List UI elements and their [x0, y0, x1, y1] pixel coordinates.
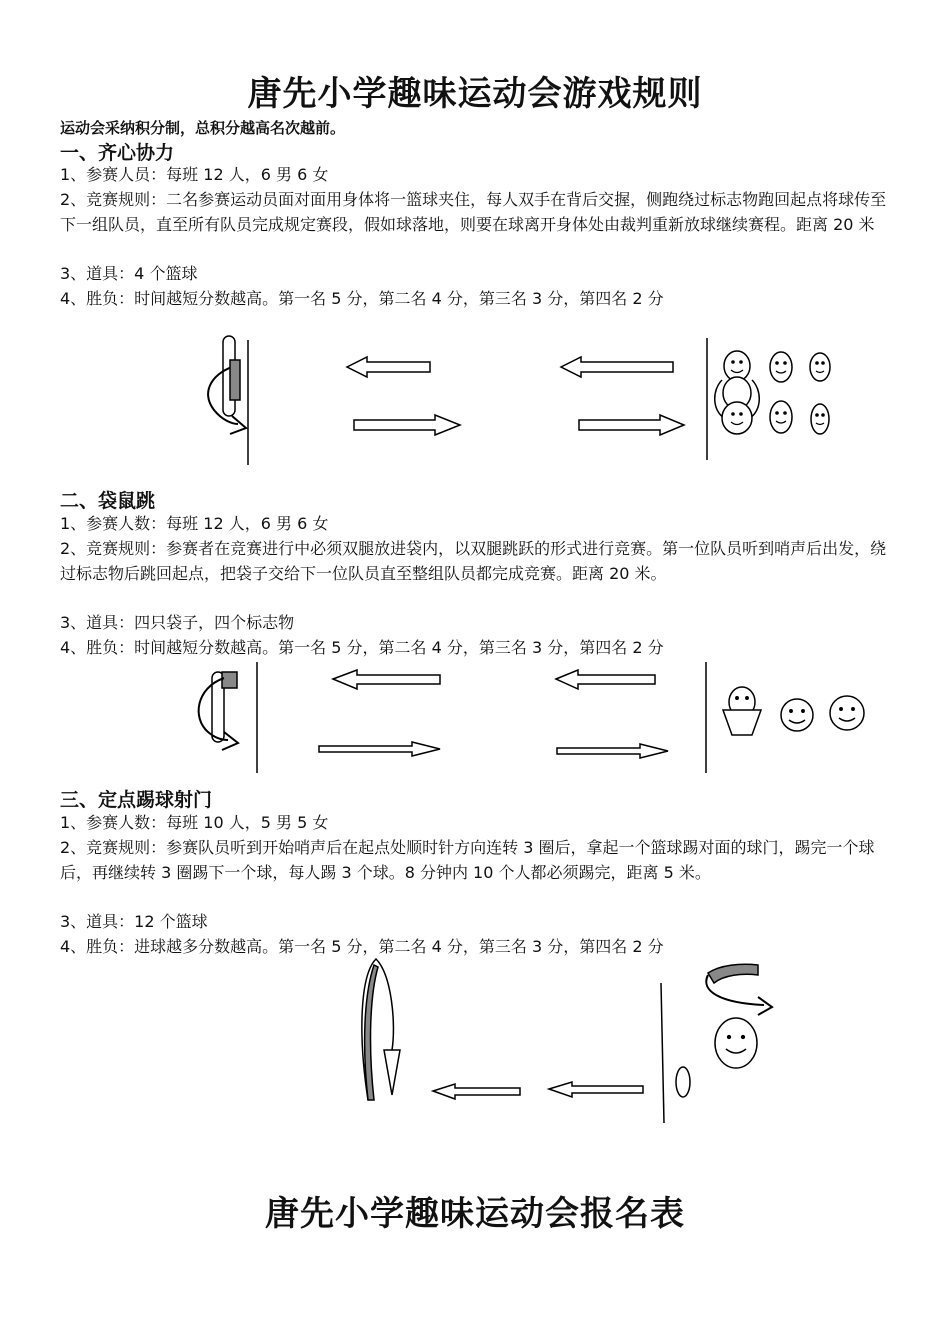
left-arrow-icon [433, 1084, 520, 1099]
section-1-line-2: 2、竞赛规则：二名参赛运动员面对面用身体将一篮球夹住，每人双手在背后交握，侧跑绕过标志物跑回起点将球传至下一组队员，直至所有队员完成规定赛段，假如球落地，则要在球离开身体处由裁判重新放球继续赛程。距离 20 米 [60, 190, 887, 234]
sack-jumper-icon [723, 687, 761, 735]
section-2-heading: 二、袋鼠跳 [60, 490, 156, 512]
team-smiley-icons [715, 351, 830, 434]
section-1-line-1: 1、参赛人员：每班 12 人，6 男 6 女 [60, 165, 329, 184]
section-3-line-2: 2、竞赛规则：参赛队员听到开始哨声后在起点处顺时针方向连转 3 圈后，拿起一个篮球踢对面的球门，踢完一个球后，再继续转 3 圈踢下一个球，每人踢 3 个球。8 分钟内 10 个人都必须踢完，距离 5 米。 [60, 838, 875, 882]
smiley-icon [830, 696, 864, 730]
goal-line [661, 983, 664, 1123]
section-1-line-4: 4、胜负：时间越短分数越高。第一名 5 分，第二名 4 分，第三名 3 分，第四名 2 分 [60, 289, 664, 308]
spin-arrow-icon [706, 964, 772, 1015]
section-1-diagram [0, 320, 950, 480]
page-title: 唐先小学趣味运动会游戏规则 [247, 74, 703, 114]
section-1-heading: 一、齐心协力 [60, 142, 175, 164]
section-3-line-4: 4、胜负：进球越多分数越高。第一名 5 分，第二名 4 分，第三名 3 分，第四名 2 分 [60, 937, 664, 956]
intro-text: 运动会采纳积分制，总积分越高名次越前。 [60, 119, 346, 137]
section-3-heading: 三、定点踢球射门 [60, 789, 213, 811]
section-3-diagram [0, 955, 950, 1135]
right-arrow-icon [579, 415, 684, 435]
section-2-line-3: 3、道具：四只袋子，四个标志物 [60, 613, 295, 632]
right-arrow-icon [319, 742, 440, 756]
section-2-line-4: 4、胜负：时间越短分数越高。第一名 5 分，第二名 4 分，第三名 3 分，第四名 2 分 [60, 638, 664, 657]
section-2-line-2: 2、竞赛规则：参赛者在竞赛进行中必须双腿放进袋内，以双腿跳跃的形式进行竞赛。第一位队员听到哨声后出发，绕过标志物后跳回起点，把袋子交给下一位队员直至整组队员都完成竞赛。距离 20 米。 [60, 539, 887, 583]
spin-arrow-icon [362, 959, 400, 1100]
left-arrow-icon [556, 670, 655, 689]
section-2-diagram [0, 658, 950, 783]
right-arrow-icon [557, 744, 668, 758]
left-arrow-icon [333, 670, 440, 689]
section-2-line-1: 1、参赛人数：每班 12 人，6 男 6 女 [60, 514, 329, 533]
left-arrow-icon [561, 357, 673, 377]
section-3-line-3: 3、道具：12 个篮球 [60, 912, 208, 931]
turn-arrow-icon [199, 672, 238, 750]
section-3-line-1: 1、参赛人数：每班 10 人，5 男 5 女 [60, 813, 329, 832]
turn-arrow-icon [208, 336, 246, 434]
left-arrow-icon [549, 1082, 643, 1097]
ball-icon [676, 1067, 690, 1097]
right-arrow-icon [354, 415, 460, 435]
smiley-icon [715, 1018, 757, 1068]
left-arrow-icon [347, 357, 430, 377]
section-1-line-3: 3、道具：4 个篮球 [60, 264, 198, 283]
registration-form-title: 唐先小学趣味运动会报名表 [265, 1194, 685, 1234]
smiley-icon [781, 699, 813, 731]
